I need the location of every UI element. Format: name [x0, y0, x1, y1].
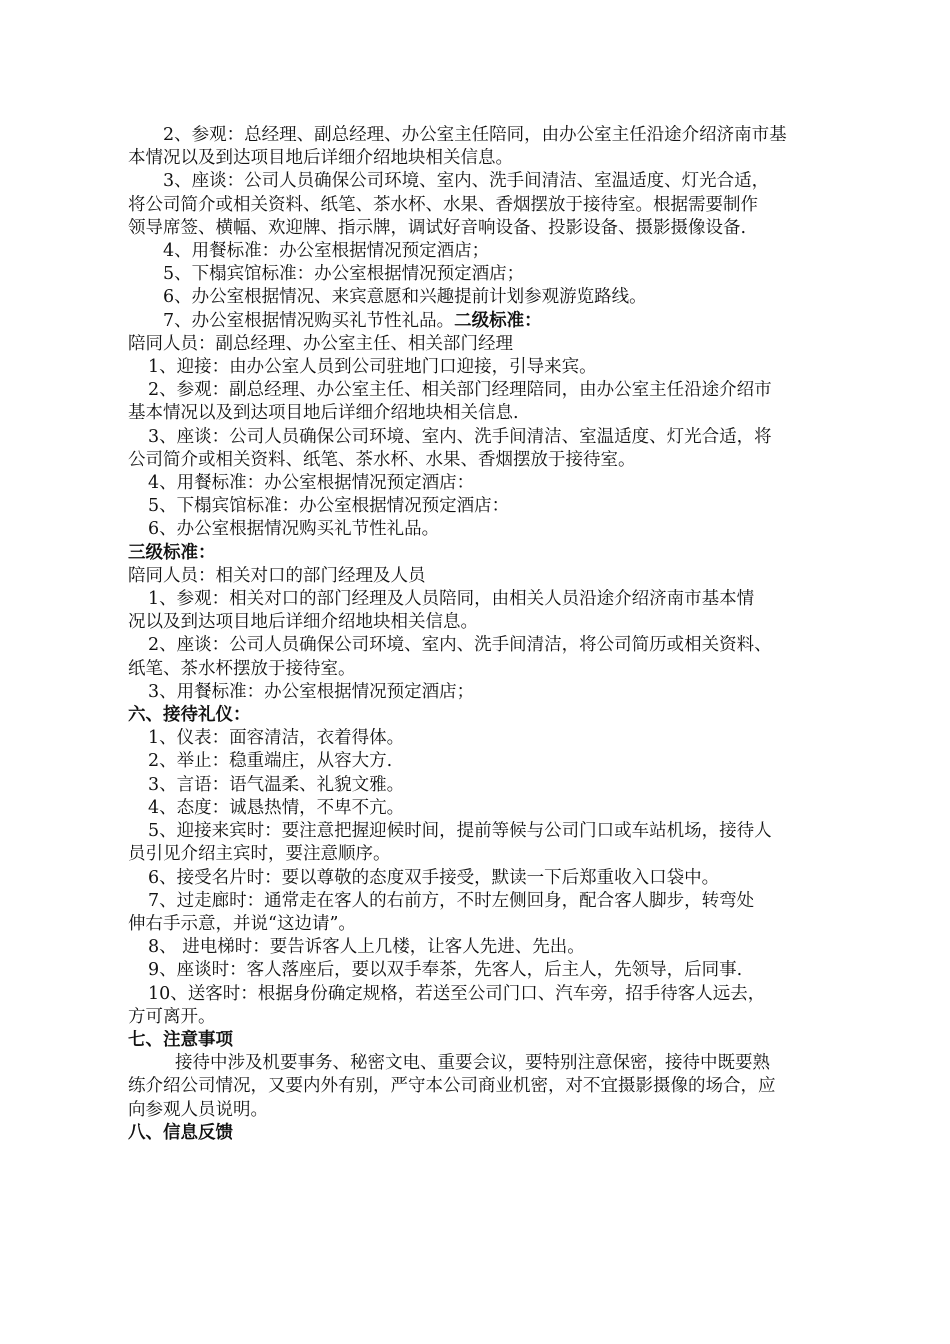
section-heading: 六、接待礼仪：	[128, 705, 251, 726]
paragraph-line: 纸笔、茶水杯摆放于接待室。	[128, 658, 356, 679]
paragraph-line: 2、举止：稳重端庄，从容大方.	[148, 751, 393, 772]
list-item-text: 7、办公室根据情况购买礼节性礼品。	[163, 310, 455, 331]
paragraph-line: 况以及到达项目地后详细介绍地块相关信息。	[128, 612, 478, 633]
paragraph-line: 陪同人员：副总经理、办公室主任、相关部门经理	[128, 333, 513, 354]
paragraph-line: 6、办公室根据情况、来宾意愿和兴趣提前计划参观游览路线。	[163, 287, 647, 308]
paragraph-line: 8、 进电梯时：要告诉客人上几楼，让客人先进、先出。	[148, 937, 585, 958]
paragraph-line: 领导席签、横幅、欢迎牌、指示牌，调试好音响设备、投影设备、摄影摄像设备.	[128, 217, 747, 238]
paragraph-line: 3、用餐标准：办公室根据情况预定酒店；	[148, 681, 475, 702]
paragraph-line: 1、仪表：面容清洁，衣着得体。	[148, 728, 405, 749]
paragraph-line: 5、下榻宾馆标准：办公室根据情况预定酒店；	[163, 264, 525, 285]
paragraph-line: 9、座谈时：客人落座后，要以双手奉茶，先客人，后主人，先领导，后同事.	[148, 960, 743, 981]
paragraph-line: 公司简介或相关资料、纸笔、茶水杯、水果、香烟摆放于接待室。	[128, 449, 636, 470]
paragraph-line: 4、态度：诚恳热情，不卑不亢。	[148, 797, 405, 818]
section-heading: 二级标准：	[454, 310, 542, 331]
paragraph-line: 1、迎接：由办公室人员到公司驻地门口迎接，引导来宾。	[148, 357, 597, 378]
paragraph-line: 6、办公室根据情况购买礼节性礼品。	[148, 519, 440, 540]
paragraph-line: 5、下榻宾馆标准：办公室根据情况预定酒店：	[148, 496, 510, 517]
paragraph-line: 4、用餐标准：办公室根据情况预定酒店：	[148, 473, 475, 494]
paragraph-line: 2、座谈：公司人员确保公司环境、室内、洗手间清洁，将公司简历或相关资料、	[148, 635, 772, 656]
section-heading: 七、注意事项	[128, 1029, 233, 1050]
paragraph-line: 10、送客时：根据身份确定规格，若送至公司门口、汽车旁，招手待客人远去，	[148, 983, 766, 1004]
document-page	[128, 124, 848, 1145]
paragraph-line: 2、参观：副总经理、办公室主任、相关部门经理陪同，由办公室主任沿途介绍市	[148, 380, 772, 401]
paragraph-line: 练介绍公司情况，又要内外有别，严守本公司商业机密，对不宜摄影摄像的场合，应	[128, 1076, 776, 1097]
paragraph-line: 员引见介绍主宾时，要注意顺序。	[128, 844, 391, 865]
paragraph-line: 2、参观：总经理、副总经理、办公室主任陪同，由办公室主任沿途介绍济南市基	[163, 125, 787, 145]
paragraph-line: 7、过走廊时：通常走在客人的右前方，不时左侧回身，配合客人脚步，转弯处	[148, 890, 755, 911]
paragraph-line: 本情况以及到达项目地后详细介绍地块相关信息。	[128, 148, 513, 169]
paragraph-line: 3、座谈：公司人员确保公司环境、室内、洗手间清洁、室温适度、灯光合适，	[163, 171, 770, 192]
paragraph-line: 1、参观：相关对口的部门经理及人员陪同，由相关人员沿途介绍济南市基本情	[148, 589, 755, 610]
paragraph-line: 5、迎接来宾时：要注意把握迎候时间，提前等候与公司门口或车站机场，接待人	[148, 821, 772, 842]
paragraph-line: 4、用餐标准：办公室根据情况预定酒店；	[163, 241, 490, 262]
paragraph-line: 向参观人员说明。	[128, 1099, 268, 1120]
paragraph-line: 3、言语：语气温柔、礼貌文雅。	[148, 774, 405, 795]
paragraph-line: 接待中涉及机要事务、秘密文电、重要会议，要特别注意保密，接待中既要熟	[175, 1053, 770, 1074]
paragraph-line: 将公司简介或相关资料、纸笔、茶水杯、水果、香烟摆放于接待室。根据需要制作	[128, 194, 758, 215]
paragraph-line: 6、接受名片时：要以尊敬的态度双手接受，默读一下后郑重收入口袋中。	[148, 867, 720, 888]
paragraph-line: 方可离开。	[128, 1006, 216, 1027]
paragraph-line: 陪同人员：相关对口的部门经理及人员	[128, 565, 426, 586]
paragraph-line: 基本情况以及到达项目地后详细介绍地块相关信息.	[128, 403, 519, 424]
paragraph-line: 伸右手示意，并说“这边请”。	[128, 913, 356, 934]
section-heading: 八、信息反馈	[128, 1122, 233, 1143]
section-heading: 三级标准：	[128, 542, 216, 563]
paragraph-line: 3、座谈：公司人员确保公司环境、室内、洗手间清洁、室温适度、灯光合适，将	[148, 426, 772, 447]
paragraph-line	[128, 310, 848, 333]
